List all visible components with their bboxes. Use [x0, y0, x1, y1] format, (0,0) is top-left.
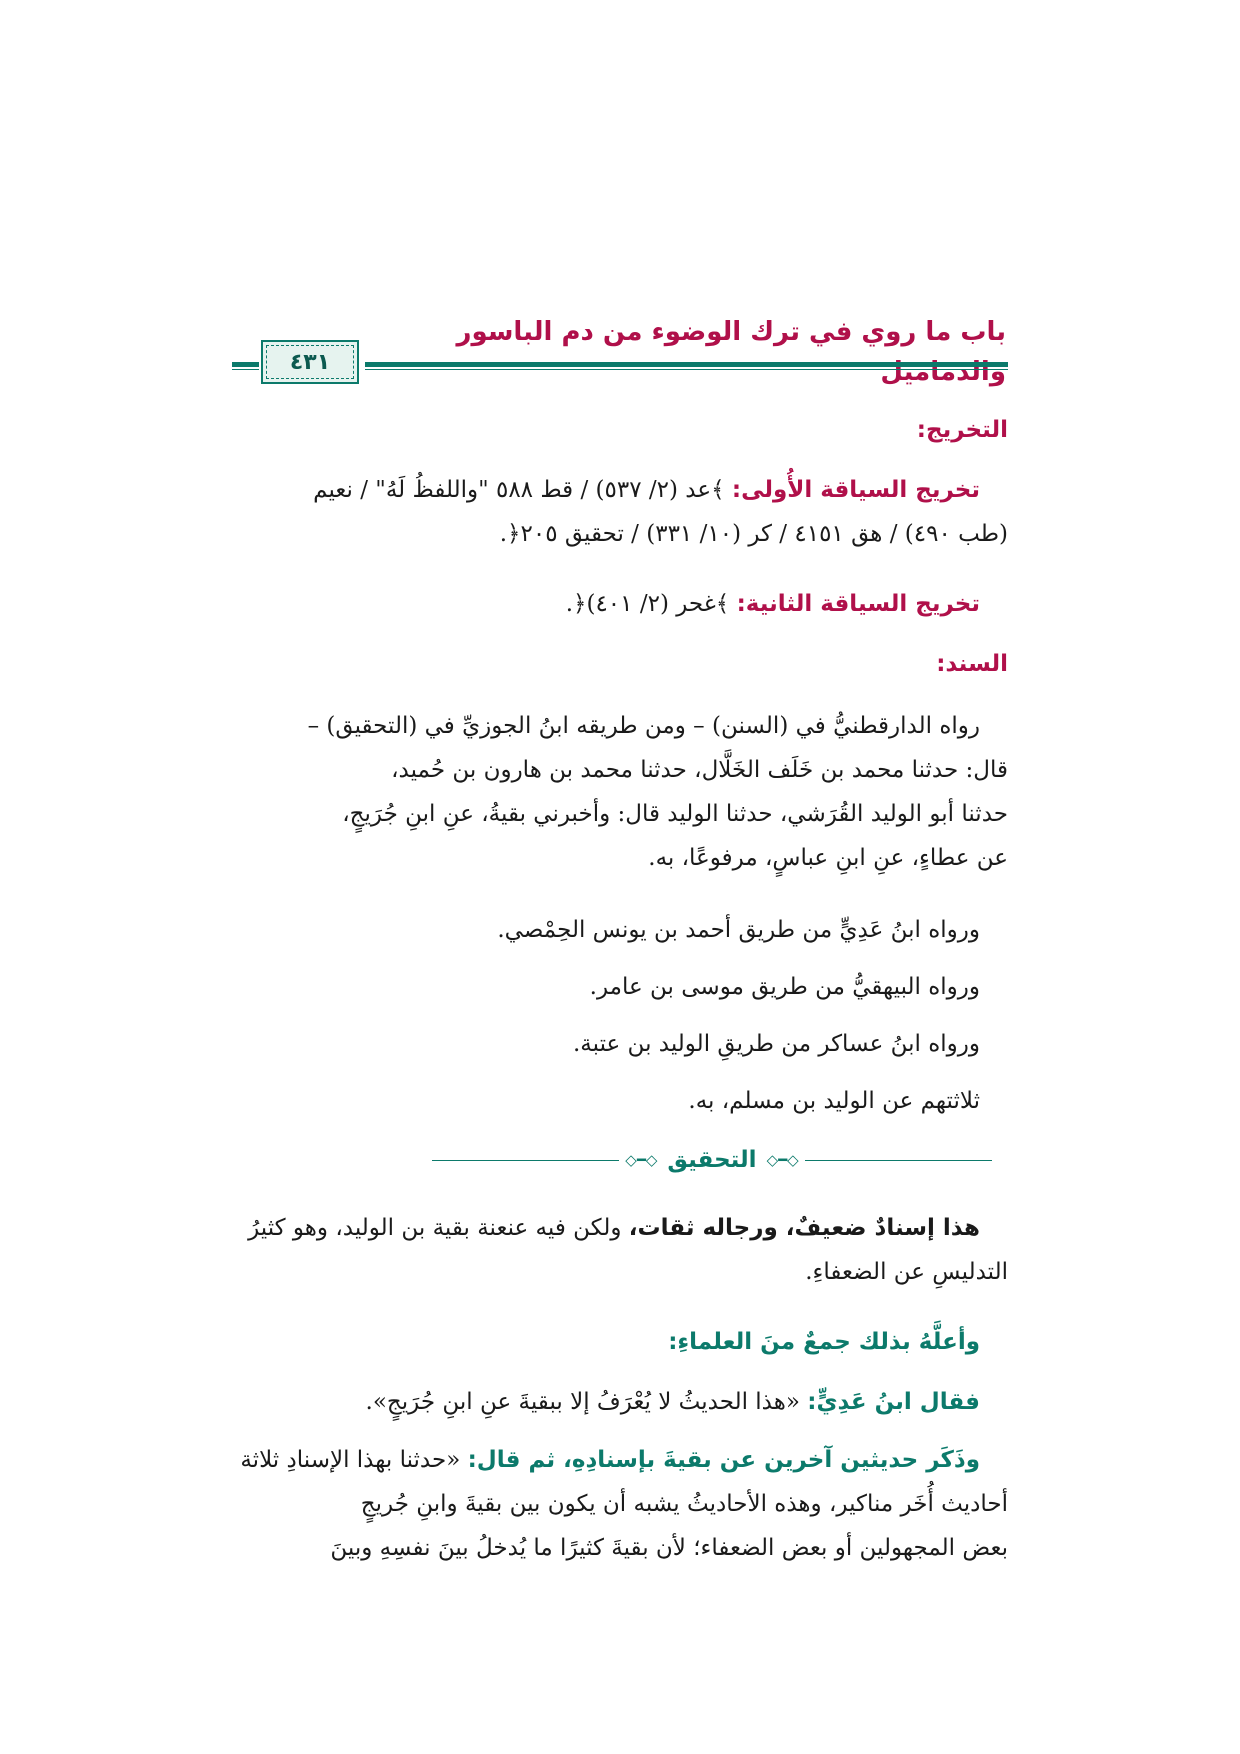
riwayat-list	[232, 902, 1008, 1130]
sanad-line1: رواه الدارقطنيُّ في (السنن) – ومن طريقه ابنُ الجوزيِّ في (التحقيق) –	[307, 713, 980, 739]
ibn-adi-label: فقال ابنُ عَدِيٍّ:	[807, 1389, 980, 1415]
divider-title: التحقيق	[667, 1147, 757, 1173]
tahqiq-paragraph	[232, 1206, 1008, 1294]
section-divider	[432, 1140, 992, 1180]
sanad-line4: عن عطاءٍ، عنِ ابنِ عباسٍ، مرفوعًا، به.	[648, 845, 1008, 871]
header-rule-left	[232, 362, 259, 370]
last-para-label: وذَكَر حديثين آخرين عن بقيةَ بإسنادِهِ، ثم قال:	[467, 1447, 980, 1473]
takhrij-second-text: ﴾غحر (٢/ ٤٠١)﴿.	[565, 591, 730, 617]
divider-ornament-left: ◇━◇	[625, 1151, 658, 1169]
riwayat-item: ورواه البيهقيُّ من طريق موسى بن عامر.	[589, 974, 980, 1000]
sanad-paragraph	[232, 704, 1008, 880]
takhrij-first-line2: (طب ٤٩٠) / هق ٤١٥١ / كر (١٠/ ٣٣١) / تحقيق ٢٠٥﴿.	[499, 521, 1008, 547]
tahqiq-text1: ولكن فيه عنعنة بقية بن الوليد، وهو كثيرُ	[248, 1215, 629, 1241]
ilal-heading: وأعلَّهُ بذلك جمعٌ منَ العلماءِ:	[668, 1329, 980, 1355]
tahqiq-verdict: هذا إسنادٌ ضعيفٌ، ورجاله ثقات،	[628, 1215, 980, 1241]
divider-line-right	[805, 1160, 992, 1161]
running-title: باب ما روي في ترك الوضوء من دم الباسور والدماميل	[456, 317, 1006, 387]
takhrij-second	[232, 582, 1008, 626]
takhrij-first-text1: ﴾عد (٢/ ٥٣٧) / قط ٥٨٨ "واللفظُ لَهُ" / نعيم	[313, 477, 725, 503]
page-number: ٤٣١	[289, 349, 331, 375]
last-paragraph	[232, 1438, 1008, 1570]
takhrij-heading: التخريج:	[916, 417, 1008, 443]
riwayat-item: ورواه ابنُ عَدِيٍّ من طريق أحمد بن يونس الحِمْصي.	[497, 917, 980, 943]
takhrij-first-label: تخريج السياقة الأُولى:	[731, 477, 980, 503]
divider-ornament-right: ◇━◇	[766, 1151, 799, 1169]
ibn-adi-text: «هذا الحديثُ لا يُعْرَفُ إلا ببقيةَ عنِ ابنِ جُرَيجٍ».	[365, 1389, 808, 1415]
riwayat-item: ورواه ابنُ عساكر من طريقِ الوليد بن عتبة.	[573, 1031, 980, 1057]
ibn-adi-quote	[232, 1380, 1008, 1424]
divider-line-left	[432, 1160, 619, 1161]
page-number-badge	[261, 340, 359, 384]
riwayat-item: ثلاثتهم عن الوليد بن مسلم، به.	[688, 1088, 980, 1114]
sanad-heading: السند:	[936, 651, 1008, 677]
last-para-line1: «حدثنا بهذا الإسنادِ ثلاثة	[240, 1447, 468, 1473]
takhrij-first	[232, 468, 1008, 556]
header-rule	[365, 362, 1008, 370]
tahqiq-text2: التدليسِ عن الضعفاءِ.	[805, 1259, 1008, 1285]
takhrij-second-label: تخريج السياقة الثانية:	[736, 591, 980, 617]
ilal-heading-block	[232, 1320, 1008, 1364]
sanad-line2: قال: حدثنا محمد بن خَلَف الخَلَّال، حدثنا محمد بن هارون بن حُميد،	[391, 757, 1008, 783]
sanad-heading-block	[232, 642, 1008, 686]
takhrij-heading-block	[232, 408, 1008, 452]
takhrij-first-line1	[232, 468, 1008, 512]
last-para-line3: بعض المجهولين أو بعض الضعفاء؛ لأن بقيةَ كثيرًا ما يُدخلُ بينَ نفسِهِ وبينَ	[330, 1535, 1008, 1561]
sanad-line3: حدثنا أبو الوليد القُرَشي، حدثنا الوليد قال: وأخبرني بقيةُ، عنِ ابنِ جُرَيجٍ،	[342, 801, 1008, 827]
last-para-line2: أحاديث أُخَر مناكير، وهذه الأحاديثُ يشبه أن يكون بين بقيةَ وابنِ جُريجٍ	[360, 1491, 1008, 1517]
